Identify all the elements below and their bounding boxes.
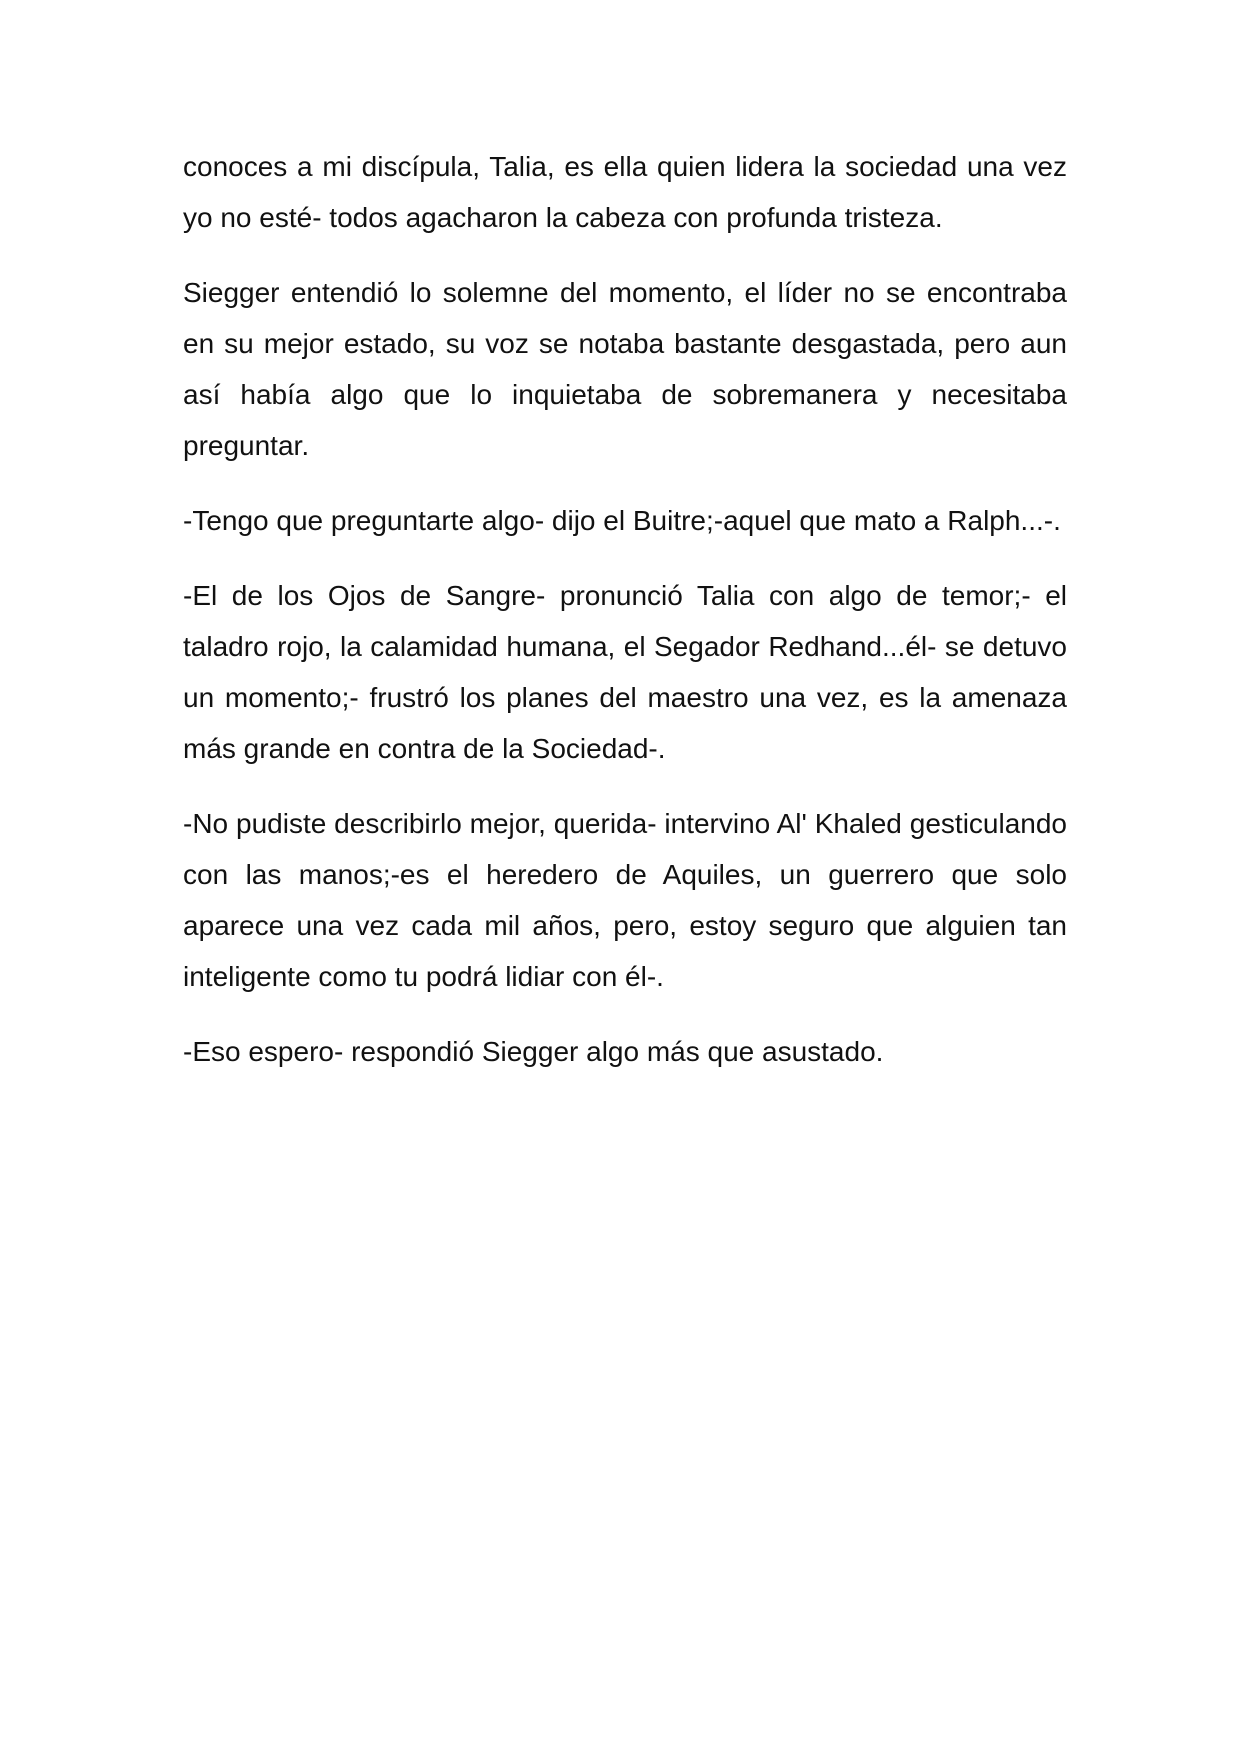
paragraph-6: -Eso espero- respondió Siegger algo más que asustado. <box>183 1036 884 1067</box>
paragraph-4: -El de los Ojos de Sangre- pronunció Talia con algo de temor;- el taladro rojo, la calamidad humana, el Segador Redhand...él- se detuvo un momento;- frustró los planes del maestro una vez, es la amenaza más grande en contra de la Sociedad-. <box>183 580 1067 764</box>
paragraph-3: -Tengo que preguntarte algo- dijo el Buitre;-aquel que mato a Ralph...-. <box>183 505 1061 536</box>
paragraph-2: Siegger entendió lo solemne del momento, el líder no se encontraba en su mejor estado, su voz se notaba bastante desgastada, pero aun así había algo que lo inquietaba de sobremanera y necesitaba preguntar. <box>183 277 1067 461</box>
paragraph-1: conoces a mi discípula, Talia, es ella quien lidera la sociedad una vez yo no esté- todos agacharon la cabeza con profunda tristeza. <box>183 151 1067 233</box>
body-text <box>183 141 1067 1077</box>
paragraph-5: -No pudiste describirlo mejor, querida- intervino Al' Khaled gesticulando con las manos;-es el heredero de Aquiles, un guerrero que solo aparece una vez cada mil años, pero, estoy seguro que alguien tan inteligente como tu podrá lidiar con él-. <box>183 808 1067 992</box>
